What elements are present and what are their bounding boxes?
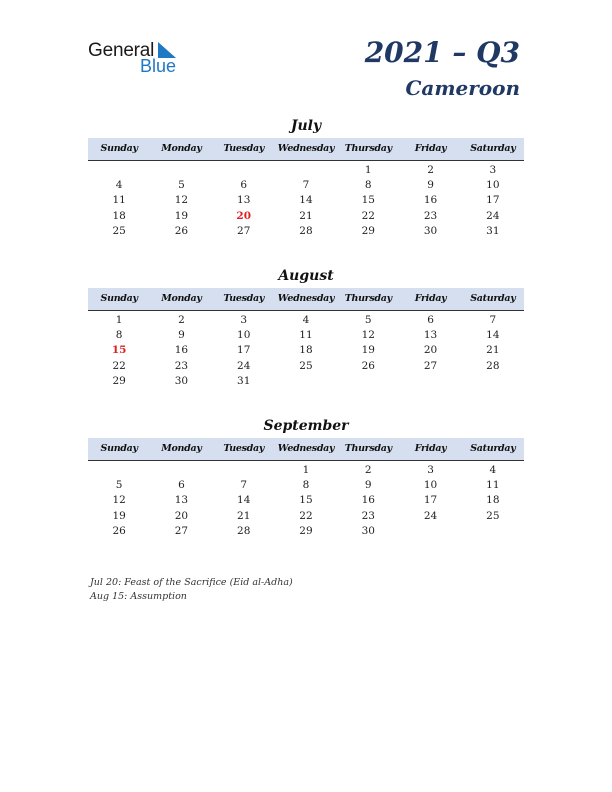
weekday-label: Sunday (100, 443, 138, 454)
week-row (88, 509, 524, 524)
day-cell: 19 (112, 509, 126, 522)
day-cell: 2 (364, 464, 372, 476)
day-cell: 20 (423, 344, 438, 357)
week-row (88, 478, 524, 493)
day-cell (337, 374, 399, 389)
day-cell: 4 (489, 464, 497, 476)
week-row (88, 374, 524, 389)
week-row (88, 178, 524, 193)
day-cell: 13 (423, 329, 438, 342)
day-cell: 6 (240, 179, 248, 192)
day-cell: 20 (174, 509, 189, 522)
day-cell (275, 374, 337, 389)
week-row (88, 463, 524, 478)
holiday-note: Jul 20: Feast of the Sacrifice (Eid al-Adha) (90, 577, 293, 588)
day-cell: 11 (486, 479, 500, 492)
day-cell: 8 (302, 479, 310, 492)
day-cell: 15 (299, 494, 313, 507)
day-cell: 30 (361, 524, 375, 537)
day-cell: 31 (237, 374, 251, 387)
day-cell: 5 (364, 314, 372, 326)
day-cell: 13 (174, 494, 189, 507)
day-cell: 22 (112, 359, 126, 372)
weekday-header-row (88, 438, 524, 461)
day-cell: 24 (486, 209, 500, 222)
day-cell: 31 (486, 224, 500, 237)
day-cell: 7 (302, 179, 310, 192)
day-cell: 16 (174, 344, 189, 357)
page-title: 2021 – Q3 (364, 36, 520, 69)
holiday-notes (90, 576, 293, 604)
day-cell: 15 (361, 194, 375, 207)
week-row (88, 328, 524, 343)
week-row (88, 193, 524, 208)
day-cell: 25 (486, 509, 500, 522)
month-name: September (263, 418, 349, 434)
logo-blue-text: Blue (140, 56, 177, 76)
month-name: July (290, 118, 322, 134)
week-row (88, 493, 524, 508)
day-cell: 1 (302, 464, 310, 476)
day-cell: 25 (299, 359, 313, 372)
day-cell: 21 (237, 509, 251, 522)
day-cell: 28 (237, 524, 251, 537)
day-cell (462, 524, 524, 539)
day-cell (150, 463, 212, 478)
day-cell: 24 (237, 359, 251, 372)
day-cell: 14 (486, 329, 500, 342)
day-cell: 17 (486, 194, 500, 207)
week-row (88, 209, 524, 224)
day-cell: 21 (299, 209, 313, 222)
logo (88, 40, 188, 80)
day-cell: 17 (237, 344, 251, 357)
day-cell: 6 (427, 314, 434, 326)
weekday-label: Tuesday (223, 143, 265, 154)
day-cell: 26 (174, 224, 189, 237)
weekday-header-row (88, 288, 524, 311)
day-cell: 23 (423, 209, 438, 222)
weekday-label: Saturday (470, 293, 516, 304)
day-cell: 19 (361, 344, 375, 357)
day-cell: 3 (427, 464, 434, 476)
week-row (88, 359, 524, 374)
day-cell: 16 (423, 194, 438, 207)
day-cell: 23 (361, 509, 375, 522)
week-row (88, 313, 524, 328)
day-cell: 6 (178, 479, 185, 492)
day-cell: 8 (115, 329, 123, 342)
weekday-label: Tuesday (223, 293, 265, 304)
day-cell: 29 (361, 224, 375, 237)
day-cell: 24 (423, 509, 438, 522)
day-cell: 14 (237, 494, 251, 507)
day-cell (399, 524, 461, 539)
day-cell: 3 (240, 314, 248, 326)
day-cell: 26 (361, 359, 375, 372)
day-cell: 30 (423, 224, 438, 237)
day-cell: 28 (486, 359, 500, 372)
weekday-header-row (88, 138, 524, 161)
day-cell: 5 (178, 179, 185, 192)
weekday-label: Wednesday (277, 293, 335, 304)
month-name: August (278, 268, 334, 284)
weekday-label: Wednesday (277, 143, 335, 154)
day-cell: 18 (299, 344, 313, 357)
holiday-note: Aug 15: Assumption (90, 591, 187, 602)
weekday-label: Saturday (470, 443, 516, 454)
week-row (88, 163, 524, 178)
month-august (88, 266, 524, 389)
day-cell: 9 (364, 479, 372, 492)
day-cell: 25 (112, 224, 126, 237)
weekday-label: Friday (414, 443, 447, 454)
weekday-label: Thursday (344, 443, 392, 454)
month-september (88, 416, 524, 539)
day-cell: 7 (489, 314, 497, 326)
country-name: Cameroon (405, 76, 520, 100)
day-cell: 23 (174, 359, 189, 372)
day-cell: 10 (237, 329, 251, 342)
weekday-label: Friday (414, 293, 447, 304)
day-cell: 12 (112, 494, 126, 507)
day-cell (88, 163, 150, 178)
day-cell (275, 163, 337, 178)
holiday-day-cell: 15 (111, 344, 127, 357)
holiday-day-cell: 20 (236, 209, 252, 222)
day-cell: 7 (240, 479, 248, 492)
week-row (88, 524, 524, 539)
day-cell: 18 (486, 494, 500, 507)
day-cell: 9 (427, 179, 434, 192)
day-cell: 2 (178, 314, 185, 326)
day-cell: 12 (174, 194, 189, 207)
day-cell: 22 (361, 209, 375, 222)
weekday-label: Monday (161, 143, 202, 154)
day-cell (462, 374, 524, 389)
day-cell: 3 (489, 164, 497, 176)
weekday-label: Sunday (100, 143, 138, 154)
day-cell (213, 163, 275, 178)
day-cell: 17 (423, 494, 438, 507)
day-cell: 11 (299, 329, 313, 342)
day-cell: 18 (112, 209, 126, 222)
day-cell: 16 (361, 494, 375, 507)
month-grid (88, 311, 524, 389)
day-cell (88, 463, 150, 478)
day-cell: 4 (115, 179, 123, 192)
day-cell: 10 (423, 479, 438, 492)
weekday-label: Saturday (470, 143, 516, 154)
weekday-label: Tuesday (223, 443, 265, 454)
day-cell: 9 (178, 329, 185, 342)
weekday-label: Monday (161, 443, 202, 454)
day-cell: 5 (115, 479, 123, 492)
week-row (88, 224, 524, 239)
day-cell: 10 (486, 179, 500, 192)
day-cell: 14 (299, 194, 313, 207)
day-cell: 21 (486, 344, 500, 357)
day-cell: 26 (112, 524, 126, 537)
day-cell: 27 (174, 524, 189, 537)
day-cell: 30 (174, 374, 189, 387)
day-cell: 27 (423, 359, 438, 372)
logo-general-text: General (88, 40, 155, 61)
day-cell: 12 (361, 329, 375, 342)
day-cell: 2 (427, 164, 434, 176)
weekday-label: Thursday (344, 293, 392, 304)
day-cell: 28 (299, 224, 313, 237)
day-cell: 8 (364, 179, 372, 192)
day-cell: 22 (299, 509, 313, 522)
month-grid (88, 461, 524, 539)
day-cell (399, 374, 461, 389)
day-cell: 4 (302, 314, 310, 326)
day-cell: 13 (237, 194, 251, 207)
day-cell: 27 (237, 224, 251, 237)
day-cell (150, 163, 212, 178)
day-cell: 11 (112, 194, 126, 207)
weekday-label: Monday (161, 293, 202, 304)
month-july (88, 116, 524, 239)
day-cell: 1 (364, 164, 372, 176)
weekday-label: Sunday (100, 293, 138, 304)
month-grid (88, 161, 524, 239)
day-cell: 1 (115, 314, 123, 326)
weekday-label: Wednesday (277, 443, 335, 454)
day-cell: 19 (174, 209, 189, 222)
weekday-label: Friday (414, 143, 447, 154)
day-cell: 29 (112, 374, 126, 387)
day-cell (213, 463, 275, 478)
week-row (88, 343, 524, 358)
day-cell: 29 (299, 524, 313, 537)
weekday-label: Thursday (344, 143, 392, 154)
